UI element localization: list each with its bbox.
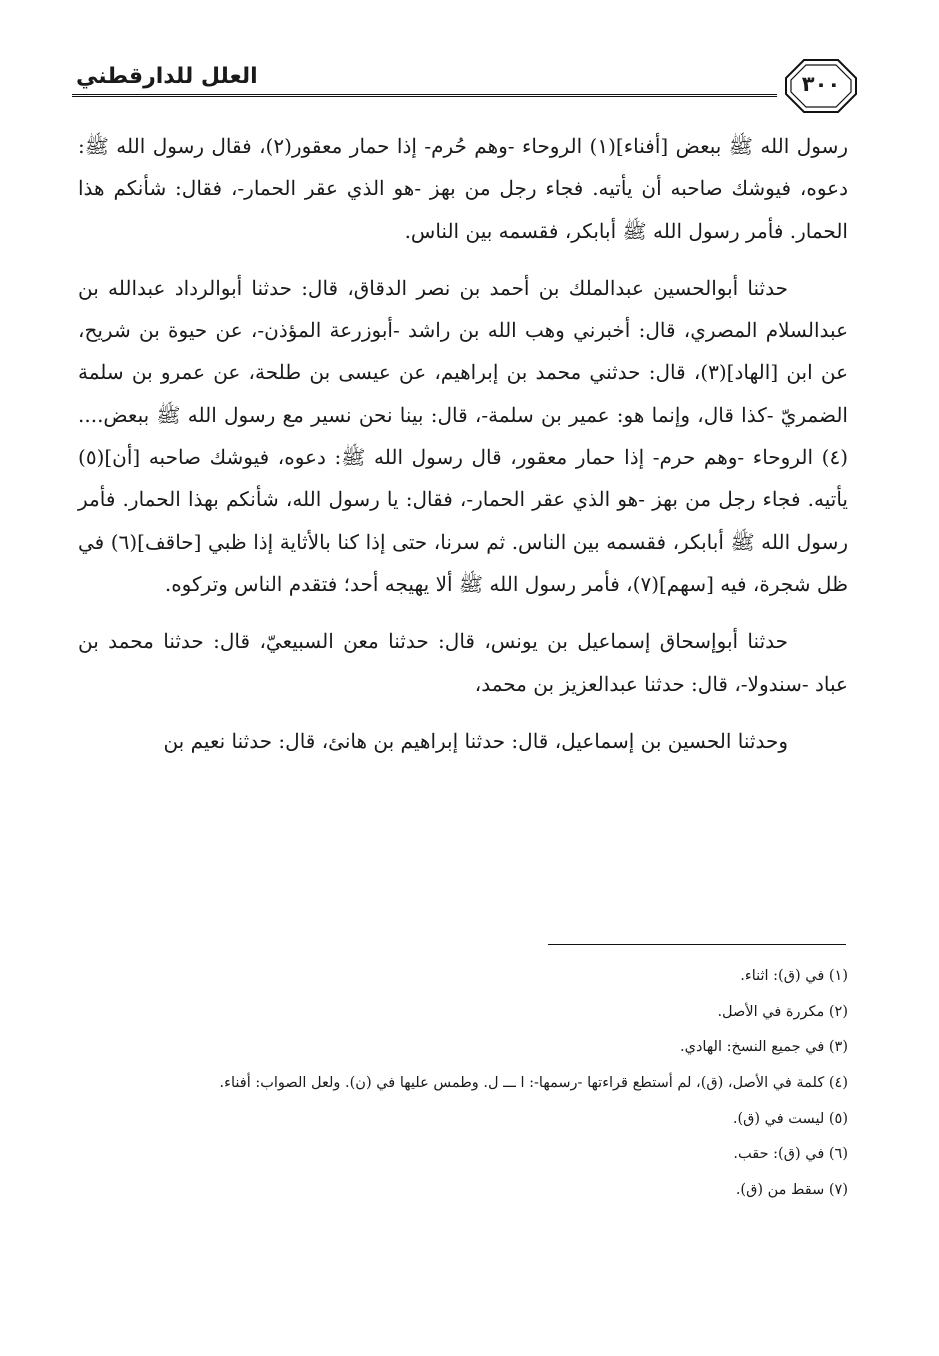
footnotes bbox=[120, 963, 848, 1213]
main-text bbox=[78, 125, 848, 777]
footnote: (١) في (ق): اثناء. bbox=[740, 968, 848, 984]
footnote-separator bbox=[548, 944, 846, 945]
page-number: ٣٠٠ bbox=[801, 72, 841, 96]
running-title: العلل للدارقطني bbox=[76, 64, 258, 89]
paragraph: حدثنا أبوالحسين عبدالملك بن أحمد بن نصر الدقاق، قال: حدثنا أبوالرداد عبدالله بن عبدالسلام المصري، قال: أخبرني وهب الله بن راشد -أبوزرعة المؤذن-، عن حيوة بن شريح، عن ابن [الهاد](٣)، قال: حدثني محمد بن إبراهيم، عن عيسى بن طلحة، عن عمرو بن سلمة الضمريّ -كذا قال، وإنما هو: عمير بن سلمة-، قال: بينا نحن نسير مع رسول الله ﷺ ببعض....(٤) الروحاء -وهم حرم- إذا حمار معقور، قال رسول الله ﷺ: دعوه، فيوشك صاحبه [أن](٥) يأتيه. فجاء رجل من بهز -هو الذي عقر الحمار-، فقال: يا رسول الله، شأنكم بهذا الحمار. فأمر رسول الله ﷺ أبابكر، فقسمه بين الناس. ثم سرنا، حتى إذا كنا بالأثاية إذا ظبي [حاقف](٦) في ظل شجرة، فيه [سهم](٧)، فأمر رسول الله ﷺ ألا يهيجه أحد؛ فتقدم الناس وتركوه. bbox=[78, 275, 849, 596]
footnote: (٣) في جميع النسخ: الهادي. bbox=[680, 1039, 848, 1056]
paragraph: وحدثنا الحسين بن إسماعيل، قال: حدثنا إبراهيم بن هانئ، قال: حدثنا نعيم بن bbox=[163, 728, 788, 753]
footnote: (٤) كلمة في الأصل، (ق)، لم أستطع قراءتها -رسمها-: ا ـــ ل. وطمس عليها في (ن). ولعل الصواب: أفناء. bbox=[219, 1075, 848, 1092]
page-number-badge bbox=[784, 58, 858, 114]
footnote: (٧) سقط من (ق). bbox=[735, 1182, 848, 1199]
footnote: (٥) ليست في (ق). bbox=[732, 1110, 848, 1127]
paragraph: حدثنا أبوإسحاق إسماعيل بن يونس، قال: حدثنا معن السبيعيّ، قال: حدثنا محمد بن عباد -سندولا-، قال: حدثنا عبدالعزيز بن محمد، bbox=[78, 629, 848, 696]
paragraph: رسول الله ﷺ ببعض [أفناء](١) الروحاء -وهم حُرم- إذا حمار معقور(٢)، فقال رسول الله ﷺ: دعوه، فيوشك صاحبه أن يأتيه. فجاء رجل من بهز -هو الذي عقر الحمار-، فقال: شأنكم هذا الحمار. فأمر رسول الله ﷺ أبابكر، فقسمه بين الناس. bbox=[78, 134, 848, 243]
header-rule bbox=[72, 94, 777, 97]
page-header bbox=[72, 58, 857, 116]
footnote: (٦) في (ق): حقب. bbox=[733, 1146, 848, 1163]
footnote: (٢) مكررة في الأصل. bbox=[717, 1003, 848, 1020]
